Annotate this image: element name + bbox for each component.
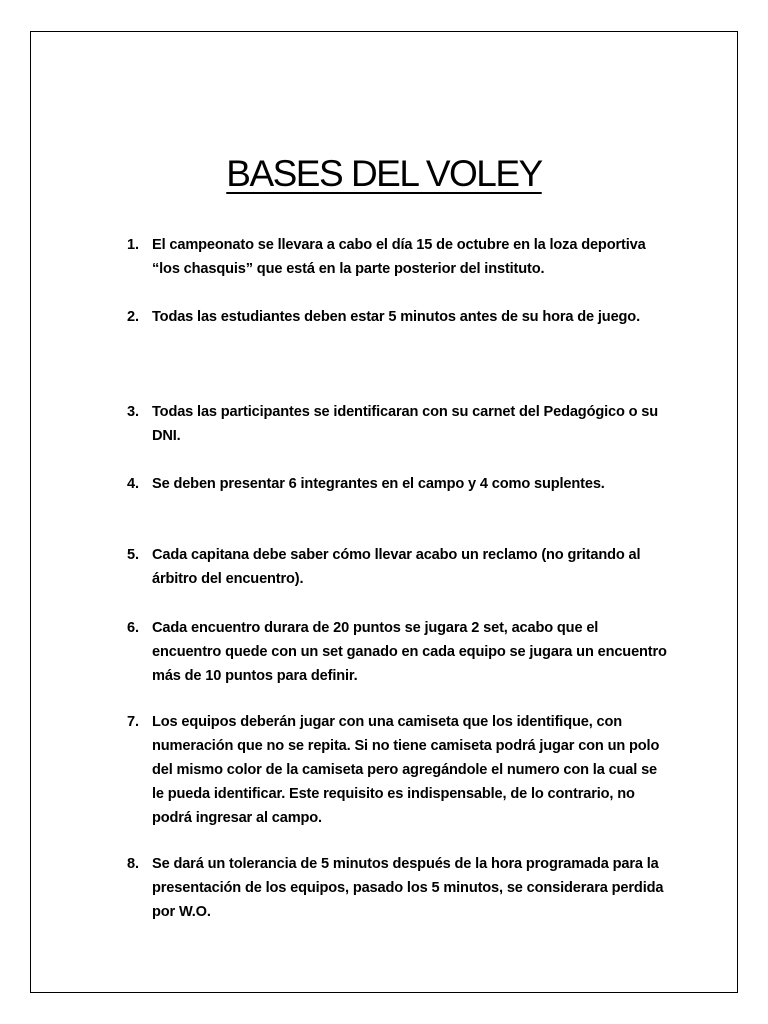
rule-item-4 [127, 472, 667, 496]
rule-item-2 [127, 305, 667, 329]
rule-item-7 [127, 710, 667, 830]
rule-number: 2. [127, 309, 139, 325]
rule-text: Todas las estudiantes deben estar 5 minutos antes de su hora de juego. [152, 309, 640, 325]
rule-text: Se deben presentar 6 integrantes en el campo y 4 como suplentes. [152, 476, 605, 492]
rule-text: Los equipos deberán jugar con una camiseta que los identifique, con numeración que no se repita. Si no tiene camiseta podrá jugar con un polo del mismo color de la camiseta pero agregándole el numero con la cual se le pueda identificar. Este requisito es indispensable, de lo contrario, no podrá ingresar al campo. [152, 714, 660, 826]
rule-item-3 [127, 400, 667, 448]
rule-number: 1. [127, 237, 139, 253]
rule-item-6 [127, 616, 667, 688]
rule-text: El campeonato se llevara a cabo el día 15 de octubre en la loza deportiva “los chasquis” que está en la parte posterior del instituto. [152, 237, 646, 277]
rule-text: Se dará un tolerancia de 5 minutos después de la hora programada para la presentación de los equipos, pasado los 5 minutos, se considerara perdida por W.O. [152, 856, 664, 920]
rule-text: Cada encuentro durara de 20 puntos se jugara 2 set, acabo que el encuentro quede con un set ganado en cada equipo se jugara un encuentro más de 10 puntos para definir. [152, 620, 667, 684]
rule-item-8 [127, 852, 667, 924]
rule-number: 4. [127, 476, 139, 492]
rule-text: Cada capitana debe saber cómo llevar acabo un reclamo (no gritando al árbitro del encuentro). [152, 547, 641, 587]
rule-number: 7. [127, 714, 139, 730]
rule-number: 3. [127, 404, 139, 420]
document-title [0, 152, 768, 196]
rule-item-1 [127, 233, 667, 281]
rule-number: 6. [127, 620, 139, 636]
rule-item-5 [127, 543, 667, 591]
rule-text: Todas las participantes se identificaran con su carnet del Pedagógico o su DNI. [152, 404, 659, 444]
rule-number: 5. [127, 547, 139, 563]
rule-number: 8. [127, 856, 139, 872]
document-title-text: BASES DEL VOLEY [226, 153, 542, 194]
